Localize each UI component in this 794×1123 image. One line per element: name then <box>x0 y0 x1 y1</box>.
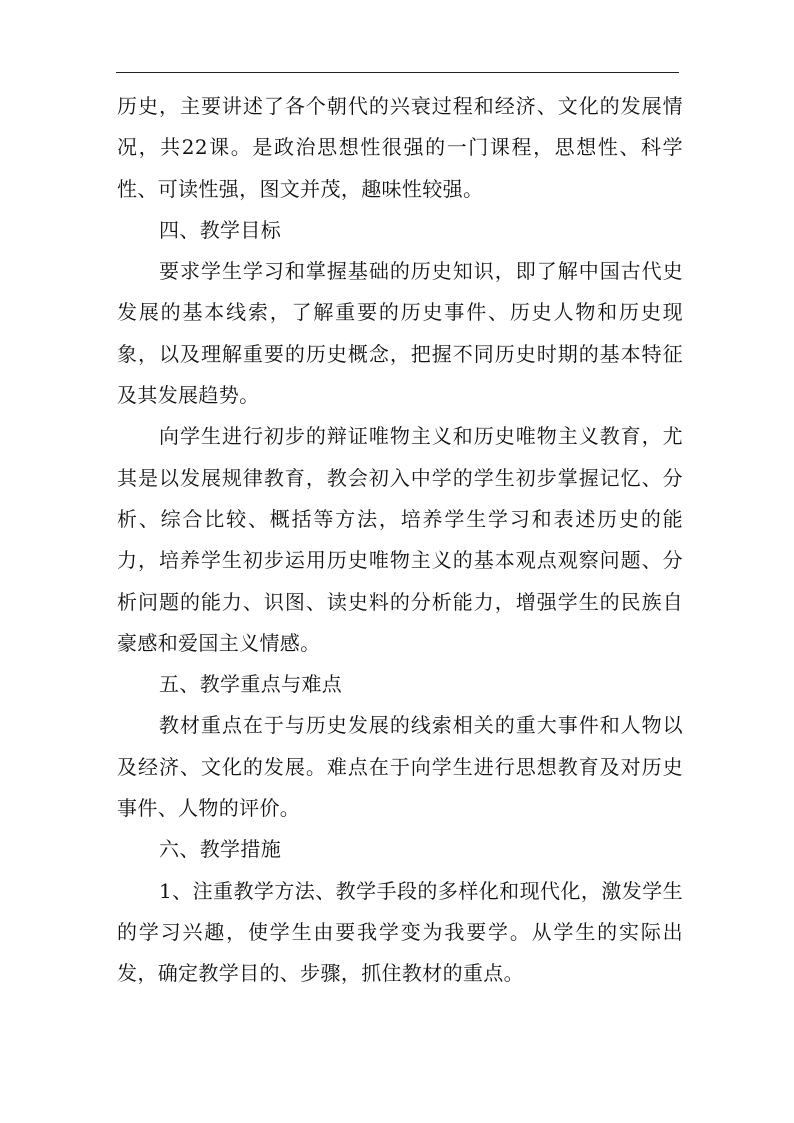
paragraph-key-points: 教材重点在于与历史发展的线索相关的重大事件和人物以及经济、文化的发展。难点在于向学生进行思想教育及对历史事件、人物的评价。 <box>117 713 683 821</box>
paragraph-measure-1: 1、注重教学方法、教学手段的多样化和现代化，激发学生的学习兴趣，使学生由要我学变为我要学。从学生的实际出发，确定教学目的、步骤，抓住教材的重点。 <box>117 878 683 986</box>
document-body <box>117 86 683 995</box>
section-heading-measures: 六、教学措施 <box>159 837 282 862</box>
section-heading-teaching-goals: 四、教学目标 <box>159 217 282 242</box>
header-rule <box>116 72 679 73</box>
paragraph-intro-continued: 历史，主要讲述了各个朝代的兴衰过程和经济、文化的发展情况，共22课。是政治思想性很强的一门课程，思想性、科学性、可读性强，图文并茂，趣味性较强。 <box>117 94 683 201</box>
section-heading-key-points: 五、教学重点与难点 <box>159 672 343 697</box>
paragraph-goal-education: 向学生进行初步的辩证唯物主义和历史唯物主义教育，尤其是以发展规律教育，教会初入中学的学生初步掌握记忆、分析、综合比较、概括等方法，培养学生学习和表述历史的能力，培养学生初步运用历史唯物主义的基本观点观察问题、分析问题的能力、识图、读史料的分析能力，增强学生的民族自豪感和爱国主义情感。 <box>117 424 683 655</box>
paragraph-goal-knowledge: 要求学生学习和掌握基础的历史知识，即了解中国古代史发展的基本线索，了解重要的历史事件、历史人物和历史现象，以及理解重要的历史概念，把握不同历史时期的基本特征及其发展趋势。 <box>117 259 683 408</box>
